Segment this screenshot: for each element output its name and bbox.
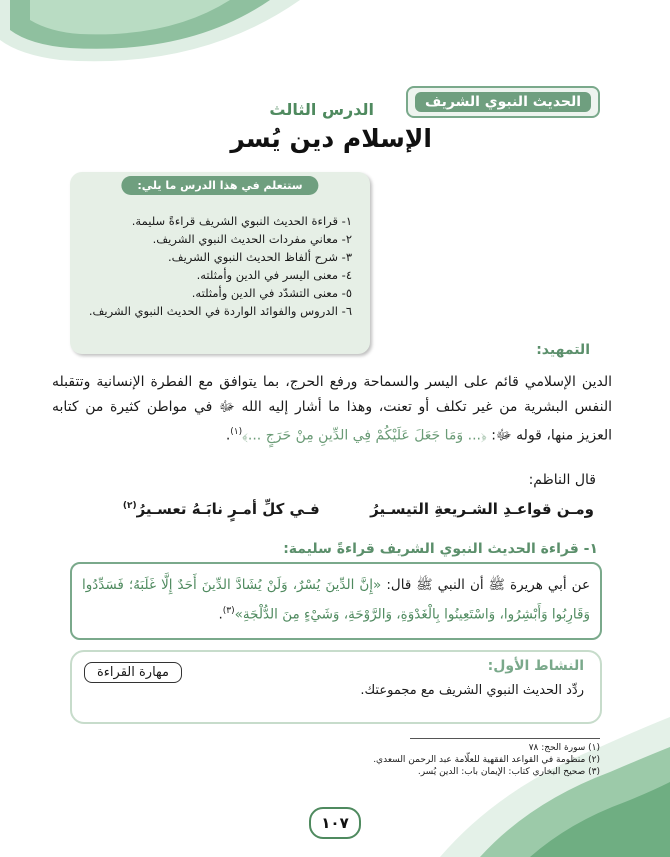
intro-end: . [225,427,231,444]
objective-item: ٢- معاني مفردات الحديث النبوي الشريف. [152,232,352,246]
objective-item: ٥- معنى التشدّد في الدين وأمثلته. [191,286,352,300]
footnote-ref: (١) [230,427,243,437]
footnote-item: (٣) صحيح البخاري كتاب: الإيمان باب: الدين يُسر. [417,767,600,777]
activity-text: ردِّد الحديث النبوي الشريف مع مجموعتك. [360,683,584,698]
intro-text: الدين الإسلامي قائم على اليسر والسماحة ورفع الحرج، بما يتوافق مع الفطرة الإنسانية وتتقبله النفس البشرية من غير تكلف أو تعنت، وهذا ما أشار إليه الله ﷻ في مواطن كثيرة من كتابه العزيز منها، قوله ﷻ: [52,374,612,444]
hadith-intro: عن أبي هريرة ﷺ أن النبي ﷺ قال: [386,577,591,593]
lesson-title: الإسلام دين يُسر [230,124,432,153]
section-tag [406,86,600,118]
hadith-end: . [218,606,223,623]
poem-verse [123,500,594,518]
section-one-heading: ١- قراءة الحديث النبوي الشريف قراءةً سليمة: [283,541,598,557]
activity-box [70,650,602,724]
intro-heading: التمهيد: [536,342,590,358]
objective-item: ٣- شرح ألفاظ الحديث النبوي الشريف. [168,250,352,264]
intro-paragraph [52,370,612,449]
hadith-text: «إِنَّ الدِّينَ يُسْرٌ، وَلَنْ يُشَادَّ الدِّينَ أَحَدٌ إِلَّا غَلَبَهُ؛ فَسَدِّدُوا وَقَارِبُوا وَأَبْشِرُوا، وَاسْتَعِينُوا بِالْغَدْوَةِ، وَالرَّوْحَةِ، وَشَيْءٍ مِنَ الدُّلْجَةِ» [82,577,590,623]
quran-verse: ﴿... وَمَا جَعَلَ عَلَيْكُمْ فِي الدِّينِ مِنْ حَرَجٍ ...﴾ [242,427,487,444]
objectives-list [89,212,352,320]
objective-item: ٦- الدروس والفوائد الواردة في الحديث النبوي الشريف. [88,304,352,318]
lesson-number: الدرس الثالث [269,100,374,119]
top-decoration [0,0,300,70]
objectives-box [70,172,370,354]
objective-item: ٤- معنى اليسر في الدين وأمثلته. [196,268,352,282]
footnote-divider [410,738,600,739]
poem-hemistich-right: ومـن قواعـدِ الشـريعةِ التيسـيرُ [370,500,594,518]
footnote-ref: (٣) [222,606,235,616]
poem-intro: قال الناظم: [528,472,596,488]
objectives-heading: ستتعلم في هذا الدرس ما يلي: [121,176,318,195]
hadith-paragraph [82,572,590,628]
footnotes [373,742,600,778]
footnote-item: (١) سورة الحج: ٧٨ [528,743,600,753]
hadith-box [70,562,602,640]
page-number: ١٠٧ [309,807,361,839]
objective-item: ١- قراءة الحديث النبوي الشريف قراءةً سليمة. [131,214,352,228]
footnote-item: (٢) منظومة في القواعد الفقهية للعلّامة عبد الرحمن السعدي. [373,755,600,765]
activity-title: النشاط الأول: [487,658,584,674]
skill-badge: مهارة القراءة [84,662,182,683]
poem-hemistich-left: فـي كلِّ أمـرٍ نابَـهُ تعسـيرُ [136,500,320,518]
footnote-ref: (٢) [122,501,137,511]
section-tag-label: الحديث النبوي الشريف [415,92,591,112]
